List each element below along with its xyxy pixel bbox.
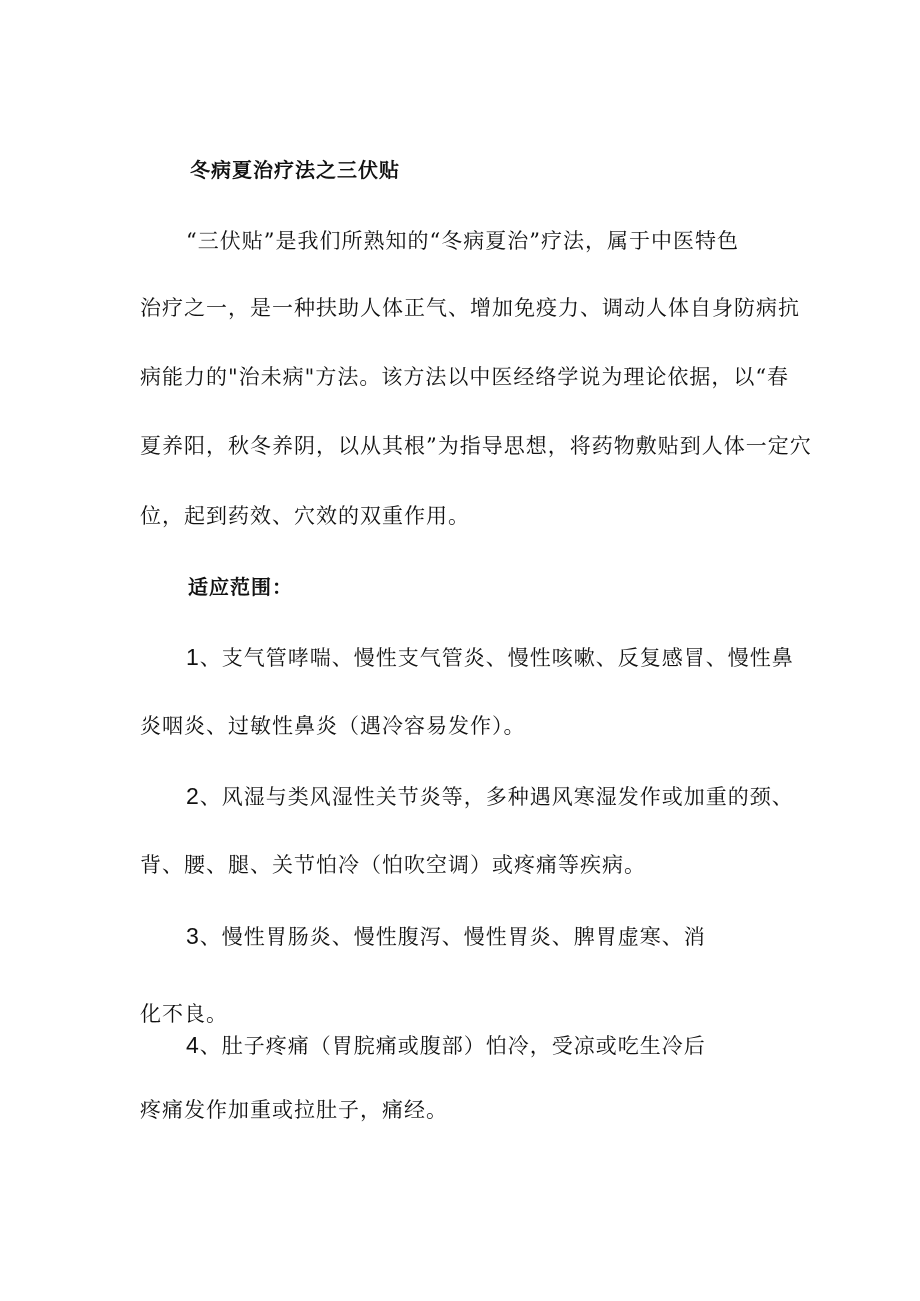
item-text: 、慢性胃肠炎、慢性腹泻、慢性胃炎、脾胃虚寒、消 bbox=[199, 925, 706, 949]
intro-line-3: 病能力的"治未病"方法。该方法以中医经络学说为理论依据，以“春 bbox=[140, 365, 790, 389]
item-text: 、肚子疼痛（胃脘痛或腹部）怕冷，受凉或吃生冷后 bbox=[199, 1034, 706, 1058]
item-text: 、支气管哮喘、慢性支气管炎、慢性咳嗽、反复感冒、慢性鼻 bbox=[199, 646, 794, 670]
item-continuation: 疼痛发作加重或拉肚子，痛经。 bbox=[140, 1098, 448, 1122]
scope-heading: 适应范围： bbox=[188, 575, 293, 599]
item-number: 1 bbox=[186, 644, 200, 670]
item-number: 3 bbox=[186, 923, 200, 949]
intro-line-4: 夏养阳，秋冬养阴，以从其根”为指导思想，将药物敷贴到人体一定穴 bbox=[140, 434, 812, 458]
item-text: 、风湿与类风湿性关节炎等，多种遇风寒湿发作或加重的颈、 bbox=[199, 785, 794, 809]
intro-line-2: 治疗之一，是一种扶助人体正气、增加免疫力、调动人体自身防病抗 bbox=[140, 296, 800, 320]
item-number: 2 bbox=[186, 783, 200, 809]
list-item bbox=[186, 1031, 846, 1060]
item-number: 4 bbox=[186, 1032, 200, 1058]
list-item bbox=[186, 922, 846, 951]
list-item bbox=[186, 782, 846, 811]
intro-line-1: “三伏贴”是我们所熟知的“冬病夏治”疗法，属于中医特色 bbox=[186, 229, 739, 253]
item-continuation: 炎咽炎、过敏性鼻炎（遇冷容易发作）。 bbox=[140, 714, 526, 738]
item-continuation: 化不良。 bbox=[140, 1002, 228, 1026]
item-continuation: 背、腰、腿、关节怕冷（怕吹空调）或疼痛等疾病。 bbox=[140, 853, 646, 877]
document-title: 冬病夏治疗法之三伏贴 bbox=[190, 158, 400, 182]
list-item bbox=[186, 643, 846, 672]
intro-line-5: 位，起到药效、穴效的双重作用。 bbox=[140, 504, 470, 528]
